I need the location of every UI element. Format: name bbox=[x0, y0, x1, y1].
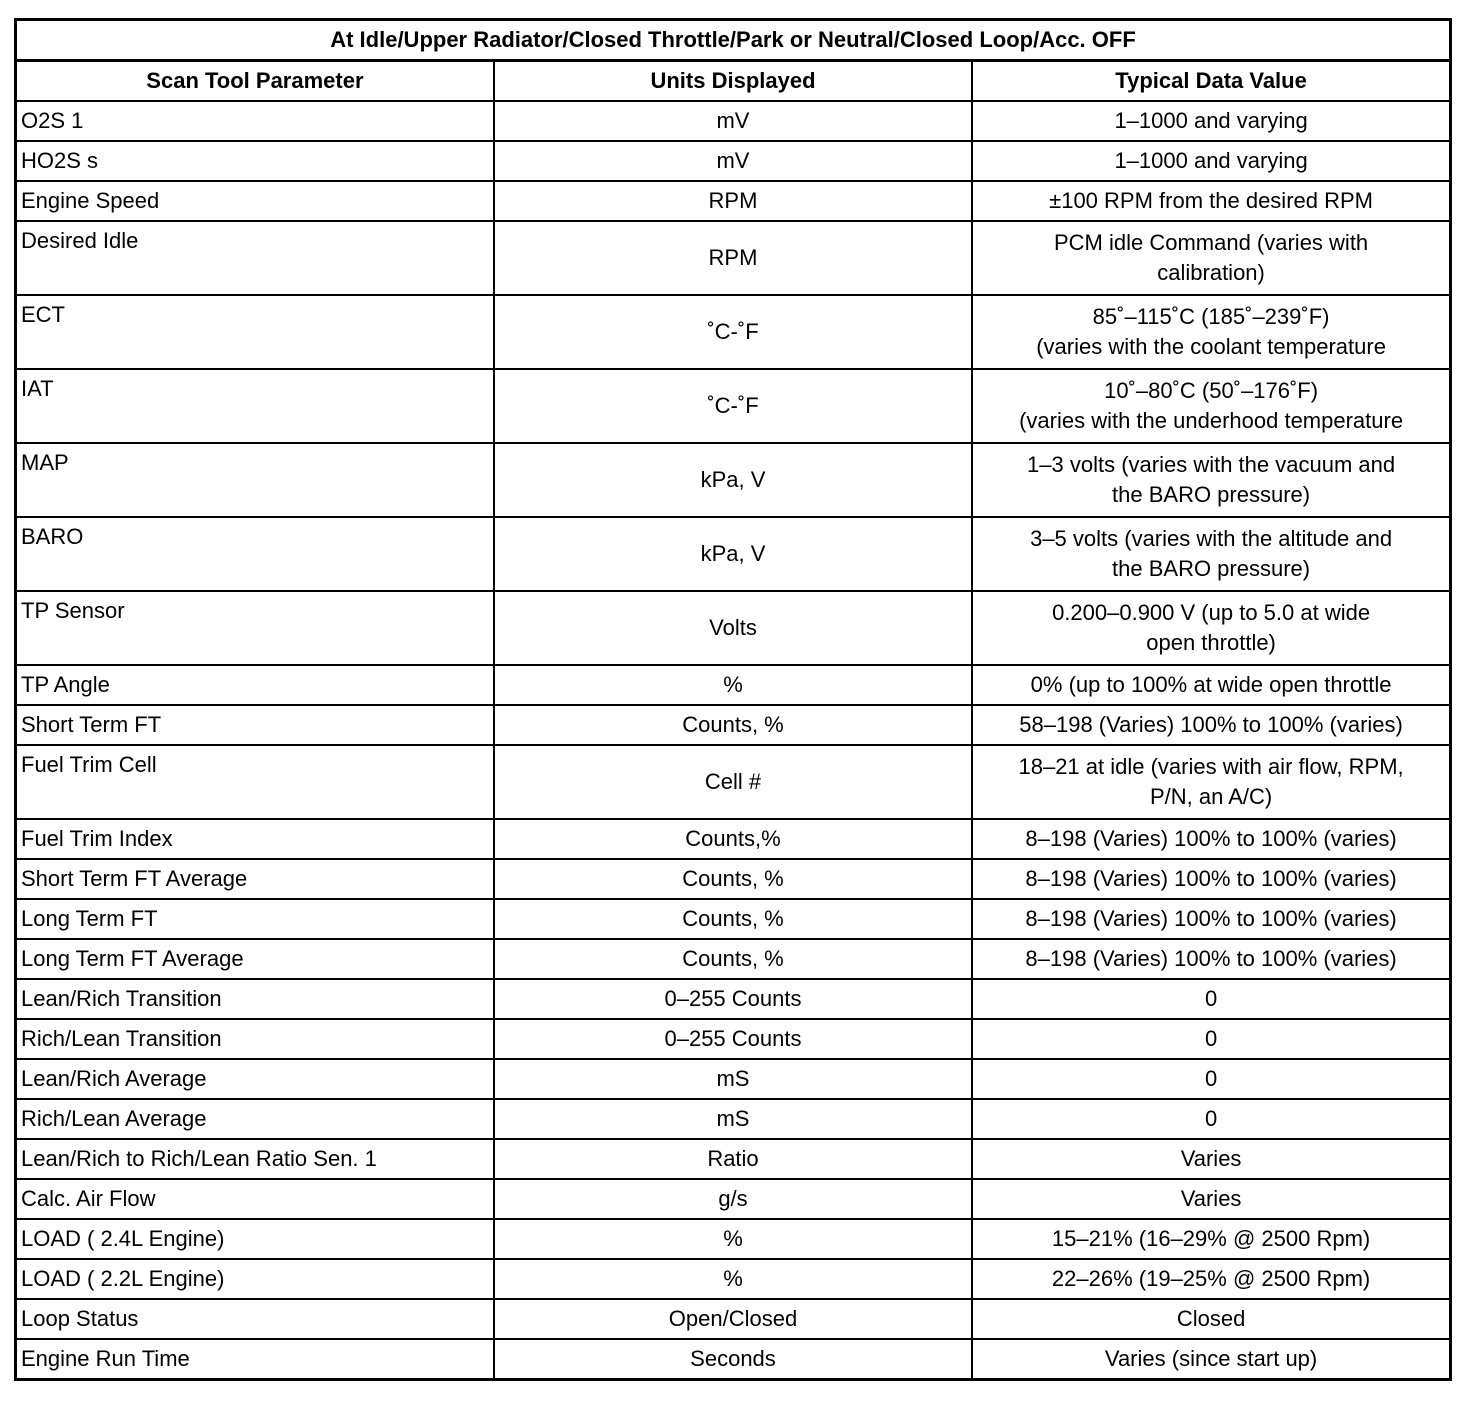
parameter-cell: Engine Run Time bbox=[16, 1339, 494, 1380]
units-cell: Cell # bbox=[494, 745, 972, 819]
units-cell: kPa, V bbox=[494, 443, 972, 517]
table-row bbox=[16, 939, 1451, 979]
units-cell: Counts, % bbox=[494, 939, 972, 979]
value-cell bbox=[972, 979, 1450, 1019]
value-cell bbox=[972, 939, 1450, 979]
parameter-cell: Long Term FT bbox=[16, 899, 494, 939]
units-cell: % bbox=[494, 1219, 972, 1259]
table-header-row bbox=[16, 61, 1451, 102]
parameter-cell: TP Sensor bbox=[16, 591, 494, 665]
units-cell: Volts bbox=[494, 591, 972, 665]
table-row bbox=[16, 181, 1451, 221]
value-cell bbox=[972, 1219, 1450, 1259]
table-row bbox=[16, 101, 1451, 141]
table-row bbox=[16, 1019, 1451, 1059]
table-row bbox=[16, 665, 1451, 705]
value-line: open throttle) bbox=[1146, 630, 1276, 655]
value-line: Varies bbox=[1180, 1186, 1242, 1211]
parameter-cell: BARO bbox=[16, 517, 494, 591]
value-cell bbox=[972, 1139, 1450, 1179]
value-line: Varies bbox=[1180, 1146, 1242, 1171]
table-row bbox=[16, 1099, 1451, 1139]
parameter-cell: Desired Idle bbox=[16, 221, 494, 295]
value-line: the BARO pressure) bbox=[1112, 482, 1311, 507]
value-line: 8–198 (Varies) 100% to 100% (varies) bbox=[1025, 866, 1397, 891]
units-cell: 0–255 Counts bbox=[494, 1019, 972, 1059]
value-line: 1–1000 and varying bbox=[1114, 148, 1308, 173]
table-row bbox=[16, 899, 1451, 939]
units-cell: 0–255 Counts bbox=[494, 979, 972, 1019]
units-cell: Counts, % bbox=[494, 705, 972, 745]
header-typical-data-value: Typical Data Value bbox=[972, 61, 1450, 102]
value-line: calibration) bbox=[1157, 260, 1265, 285]
value-line: PCM idle Command (varies with bbox=[1053, 230, 1369, 255]
parameter-cell: Lean/Rich Average bbox=[16, 1059, 494, 1099]
value-line: 22–26% (19–25% @ 2500 Rpm) bbox=[1051, 1266, 1371, 1291]
parameter-cell: HO2S s bbox=[16, 141, 494, 181]
value-line: (varies with the underhood temperature bbox=[1019, 408, 1404, 433]
table-row bbox=[16, 819, 1451, 859]
parameter-cell: Engine Speed bbox=[16, 181, 494, 221]
units-cell: % bbox=[494, 1259, 972, 1299]
value-line: Varies (since start up) bbox=[1104, 1346, 1318, 1371]
table-row bbox=[16, 1259, 1451, 1299]
units-cell: mS bbox=[494, 1099, 972, 1139]
value-line: 0.200–0.900 V (up to 5.0 at wide bbox=[1052, 600, 1371, 625]
parameter-cell: LOAD ( 2.4L Engine) bbox=[16, 1219, 494, 1259]
table-row bbox=[16, 705, 1451, 745]
parameter-cell: IAT bbox=[16, 369, 494, 443]
value-line: 3–5 volts (varies with the altitude and bbox=[1030, 526, 1393, 551]
value-line: 0 bbox=[1204, 1066, 1218, 1091]
units-cell: g/s bbox=[494, 1179, 972, 1219]
table-row bbox=[16, 221, 1451, 295]
table-title: At Idle/Upper Radiator/Closed Throttle/Park or Neutral/Closed Loop/Acc. OFF bbox=[16, 20, 1451, 61]
value-cell bbox=[972, 819, 1450, 859]
parameter-cell: Short Term FT bbox=[16, 705, 494, 745]
value-cell bbox=[972, 443, 1450, 517]
parameter-cell: Long Term FT Average bbox=[16, 939, 494, 979]
value-cell bbox=[972, 1339, 1450, 1380]
value-line: 15–21% (16–29% @ 2500 Rpm) bbox=[1051, 1226, 1371, 1251]
units-cell: Counts, % bbox=[494, 859, 972, 899]
value-cell bbox=[972, 101, 1450, 141]
header-units-displayed: Units Displayed bbox=[494, 61, 972, 102]
value-cell bbox=[972, 1299, 1450, 1339]
value-line: 85˚–115˚C (185˚–239˚F) bbox=[1092, 304, 1330, 329]
units-cell: Counts,% bbox=[494, 819, 972, 859]
units-cell: RPM bbox=[494, 181, 972, 221]
value-cell bbox=[972, 665, 1450, 705]
value-line: (varies with the coolant temperature bbox=[1036, 334, 1386, 359]
value-line: 10˚–80˚C (50˚–176˚F) bbox=[1104, 378, 1319, 403]
table-title-row bbox=[16, 20, 1451, 61]
units-cell: Seconds bbox=[494, 1339, 972, 1380]
value-cell bbox=[972, 745, 1450, 819]
parameter-cell: O2S 1 bbox=[16, 101, 494, 141]
value-cell bbox=[972, 295, 1450, 369]
table-row bbox=[16, 1179, 1451, 1219]
value-line: 8–198 (Varies) 100% to 100% (varies) bbox=[1025, 826, 1397, 851]
value-cell bbox=[972, 221, 1450, 295]
parameter-cell: TP Angle bbox=[16, 665, 494, 705]
table-row bbox=[16, 859, 1451, 899]
value-line: 0 bbox=[1204, 1106, 1218, 1131]
units-cell: Counts, % bbox=[494, 899, 972, 939]
value-cell bbox=[972, 591, 1450, 665]
value-cell bbox=[972, 705, 1450, 745]
value-cell bbox=[972, 1019, 1450, 1059]
parameter-cell: MAP bbox=[16, 443, 494, 517]
table-row bbox=[16, 979, 1451, 1019]
value-cell bbox=[972, 859, 1450, 899]
value-cell bbox=[972, 1099, 1450, 1139]
value-line: 18–21 at idle (varies with air flow, RPM, bbox=[1018, 754, 1404, 779]
units-cell: kPa, V bbox=[494, 517, 972, 591]
value-line: P/N, an A/C) bbox=[1149, 784, 1273, 809]
value-line: 1–1000 and varying bbox=[1114, 108, 1308, 133]
table-row bbox=[16, 1139, 1451, 1179]
units-cell: ˚C-˚F bbox=[494, 369, 972, 443]
units-cell: ˚C-˚F bbox=[494, 295, 972, 369]
value-line: 1–3 volts (varies with the vacuum and bbox=[1027, 452, 1396, 477]
parameter-cell: Lean/Rich to Rich/Lean Ratio Sen. 1 bbox=[16, 1139, 494, 1179]
value-line: 0 bbox=[1204, 1026, 1218, 1051]
table-row bbox=[16, 443, 1451, 517]
table-row bbox=[16, 295, 1451, 369]
parameter-cell: LOAD ( 2.2L Engine) bbox=[16, 1259, 494, 1299]
value-cell bbox=[972, 181, 1450, 221]
units-cell: RPM bbox=[494, 221, 972, 295]
value-line: 8–198 (Varies) 100% to 100% (varies) bbox=[1025, 906, 1397, 931]
units-cell: Ratio bbox=[494, 1139, 972, 1179]
value-cell bbox=[972, 1179, 1450, 1219]
value-cell bbox=[972, 369, 1450, 443]
units-cell: % bbox=[494, 665, 972, 705]
value-line: 8–198 (Varies) 100% to 100% (varies) bbox=[1025, 946, 1397, 971]
value-line: the BARO pressure) bbox=[1112, 556, 1311, 581]
table-row bbox=[16, 369, 1451, 443]
scan-data-table-container bbox=[14, 18, 1452, 1381]
table-row bbox=[16, 1059, 1451, 1099]
value-line: ±100 RPM from the desired RPM bbox=[1049, 188, 1373, 213]
table-row bbox=[16, 141, 1451, 181]
value-line: Closed bbox=[1176, 1306, 1246, 1331]
scan-data-table bbox=[14, 18, 1452, 1381]
parameter-cell: Fuel Trim Cell bbox=[16, 745, 494, 819]
table-row bbox=[16, 517, 1451, 591]
header-scan-tool-parameter: Scan Tool Parameter bbox=[16, 61, 494, 102]
parameter-cell: ECT bbox=[16, 295, 494, 369]
table-row bbox=[16, 745, 1451, 819]
parameter-cell: Rich/Lean Average bbox=[16, 1099, 494, 1139]
parameter-cell: Fuel Trim Index bbox=[16, 819, 494, 859]
table-row bbox=[16, 1219, 1451, 1259]
value-line: 0 bbox=[1204, 986, 1218, 1011]
value-cell bbox=[972, 1059, 1450, 1099]
value-cell bbox=[972, 517, 1450, 591]
value-cell bbox=[972, 141, 1450, 181]
table-row bbox=[16, 1339, 1451, 1380]
value-line: 0% (up to 100% at wide open throttle bbox=[1030, 672, 1392, 697]
units-cell: mV bbox=[494, 101, 972, 141]
table-row bbox=[16, 591, 1451, 665]
value-cell bbox=[972, 899, 1450, 939]
units-cell: Open/Closed bbox=[494, 1299, 972, 1339]
table-body bbox=[16, 101, 1451, 1380]
parameter-cell: Lean/Rich Transition bbox=[16, 979, 494, 1019]
parameter-cell: Loop Status bbox=[16, 1299, 494, 1339]
units-cell: mS bbox=[494, 1059, 972, 1099]
parameter-cell: Rich/Lean Transition bbox=[16, 1019, 494, 1059]
parameter-cell: Calc. Air Flow bbox=[16, 1179, 494, 1219]
table-row bbox=[16, 1299, 1451, 1339]
value-cell bbox=[972, 1259, 1450, 1299]
parameter-cell: Short Term FT Average bbox=[16, 859, 494, 899]
value-line: 58–198 (Varies) 100% to 100% (varies) bbox=[1019, 712, 1403, 737]
units-cell: mV bbox=[494, 141, 972, 181]
